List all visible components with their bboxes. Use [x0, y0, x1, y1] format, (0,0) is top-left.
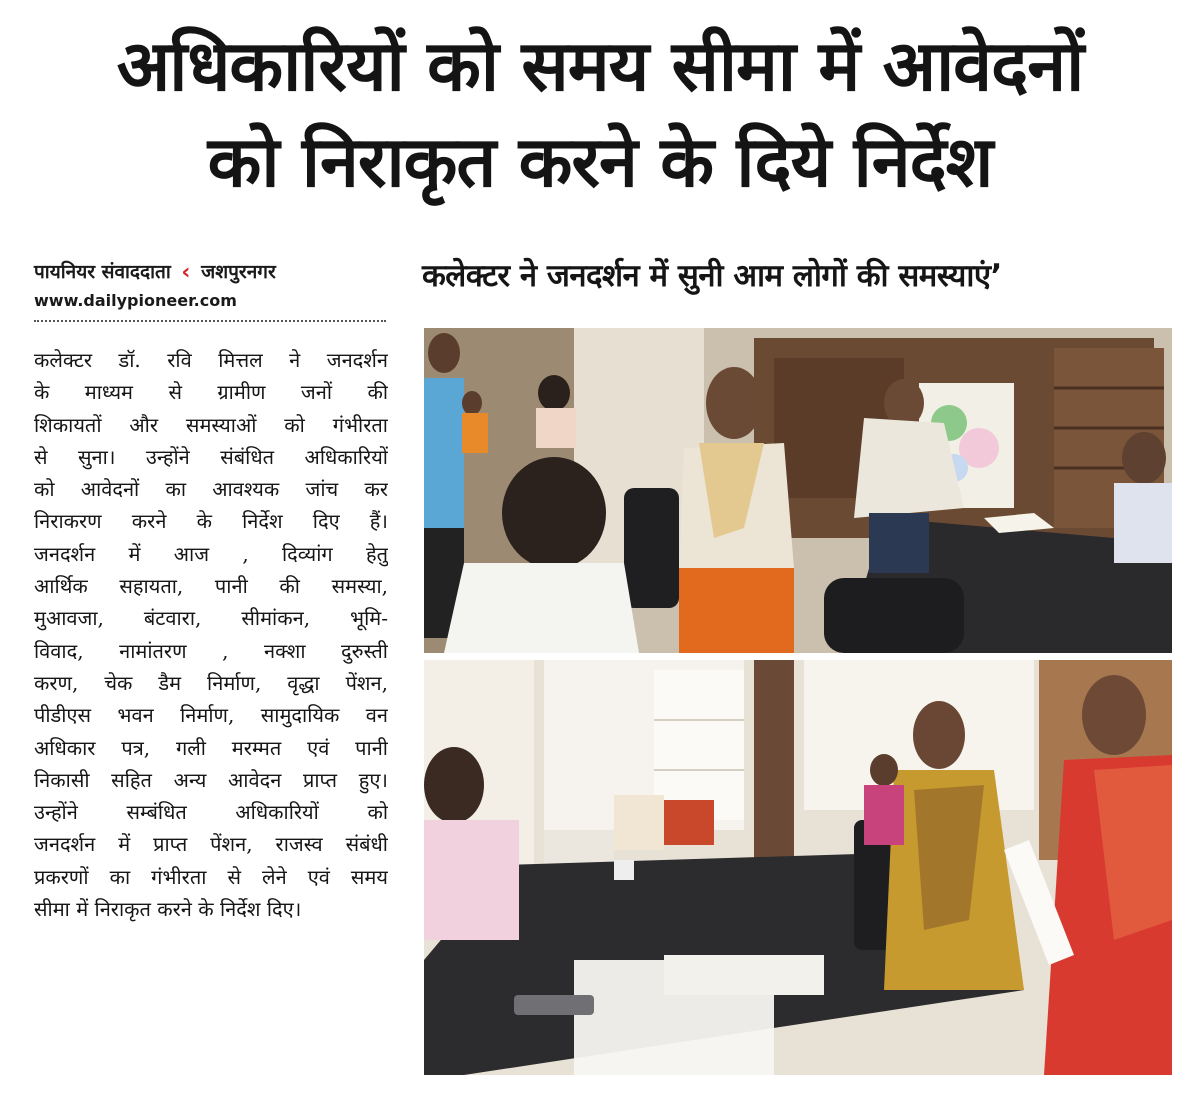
headline-line-1: अधिकारियों को समय सीमा में आवेदनों — [116, 25, 1084, 107]
article-body — [34, 344, 388, 925]
article-line: जनदर्शन में प्राप्त पेंशन, राजस्व संबंधी — [34, 832, 388, 857]
article-line: निराकरण करने के निर्देश दिए हैं। — [34, 509, 388, 534]
news-photo-top — [424, 328, 1172, 653]
news-photo-bottom — [424, 660, 1172, 1075]
article-line: पीडीएस भवन निर्माण, सामुदायिक वन — [34, 703, 388, 728]
byline-divider — [34, 320, 386, 322]
article-line: कलेक्टर डॉ. रवि मित्तल ने जनदर्शन — [34, 348, 388, 372]
reporter-label: पायनियर संवाददाता — [34, 261, 171, 283]
byline — [34, 258, 276, 284]
article-line: उन्होंने सम्बंधित अधिकारियों को — [34, 800, 388, 825]
article-line: से सुना। उन्होंने संबंधित अधिकारियों — [34, 444, 388, 469]
headline-line-2: को निराकृत करने के दिये निर्देश — [207, 121, 993, 203]
article-line: सीमा में निराकृत करने के निर्देश दिए। — [34, 897, 302, 922]
subheadline: कलेक्टर ने जनदर्शन में सुनी आम लोगों की समस्याएं’ — [422, 258, 1002, 294]
article-line: आर्थिक सहायता, पानी की समस्या, — [34, 574, 388, 599]
location-arrow-icon: ‹ — [181, 260, 191, 285]
article-line: निकासी सहित अन्य आवेदन प्राप्त हुए। — [34, 767, 388, 792]
location-label: जशपुरनगर — [201, 261, 276, 283]
article-line: के माध्यम से ग्रामीण जनों की — [34, 380, 388, 405]
article-line: शिकायतों और समस्याओं को गंभीरता — [34, 412, 388, 437]
article-line: जनदर्शन में आज , दिव्यांग हेतु — [34, 541, 388, 566]
article-line: अधिकार पत्र, गली मरम्मत एवं पानी — [34, 735, 388, 760]
article-line: मुआवजा, बंटवारा, सीमांकन, भूमि- — [34, 606, 388, 631]
headline — [0, 18, 1200, 210]
article-line: करण, चेक डैम निर्माण, वृद्धा पेंशन, — [34, 670, 388, 695]
article-line: प्रकरणों का गंभीरता से लेने एवं समय — [34, 864, 388, 889]
website-label: www.dailypioneer.com — [34, 291, 237, 310]
article-line: विवाद, नामांतरण , नक्शा दुरुस्ती — [34, 638, 388, 663]
article-line: को आवेदनों का आवश्यक जांच कर — [34, 477, 388, 502]
